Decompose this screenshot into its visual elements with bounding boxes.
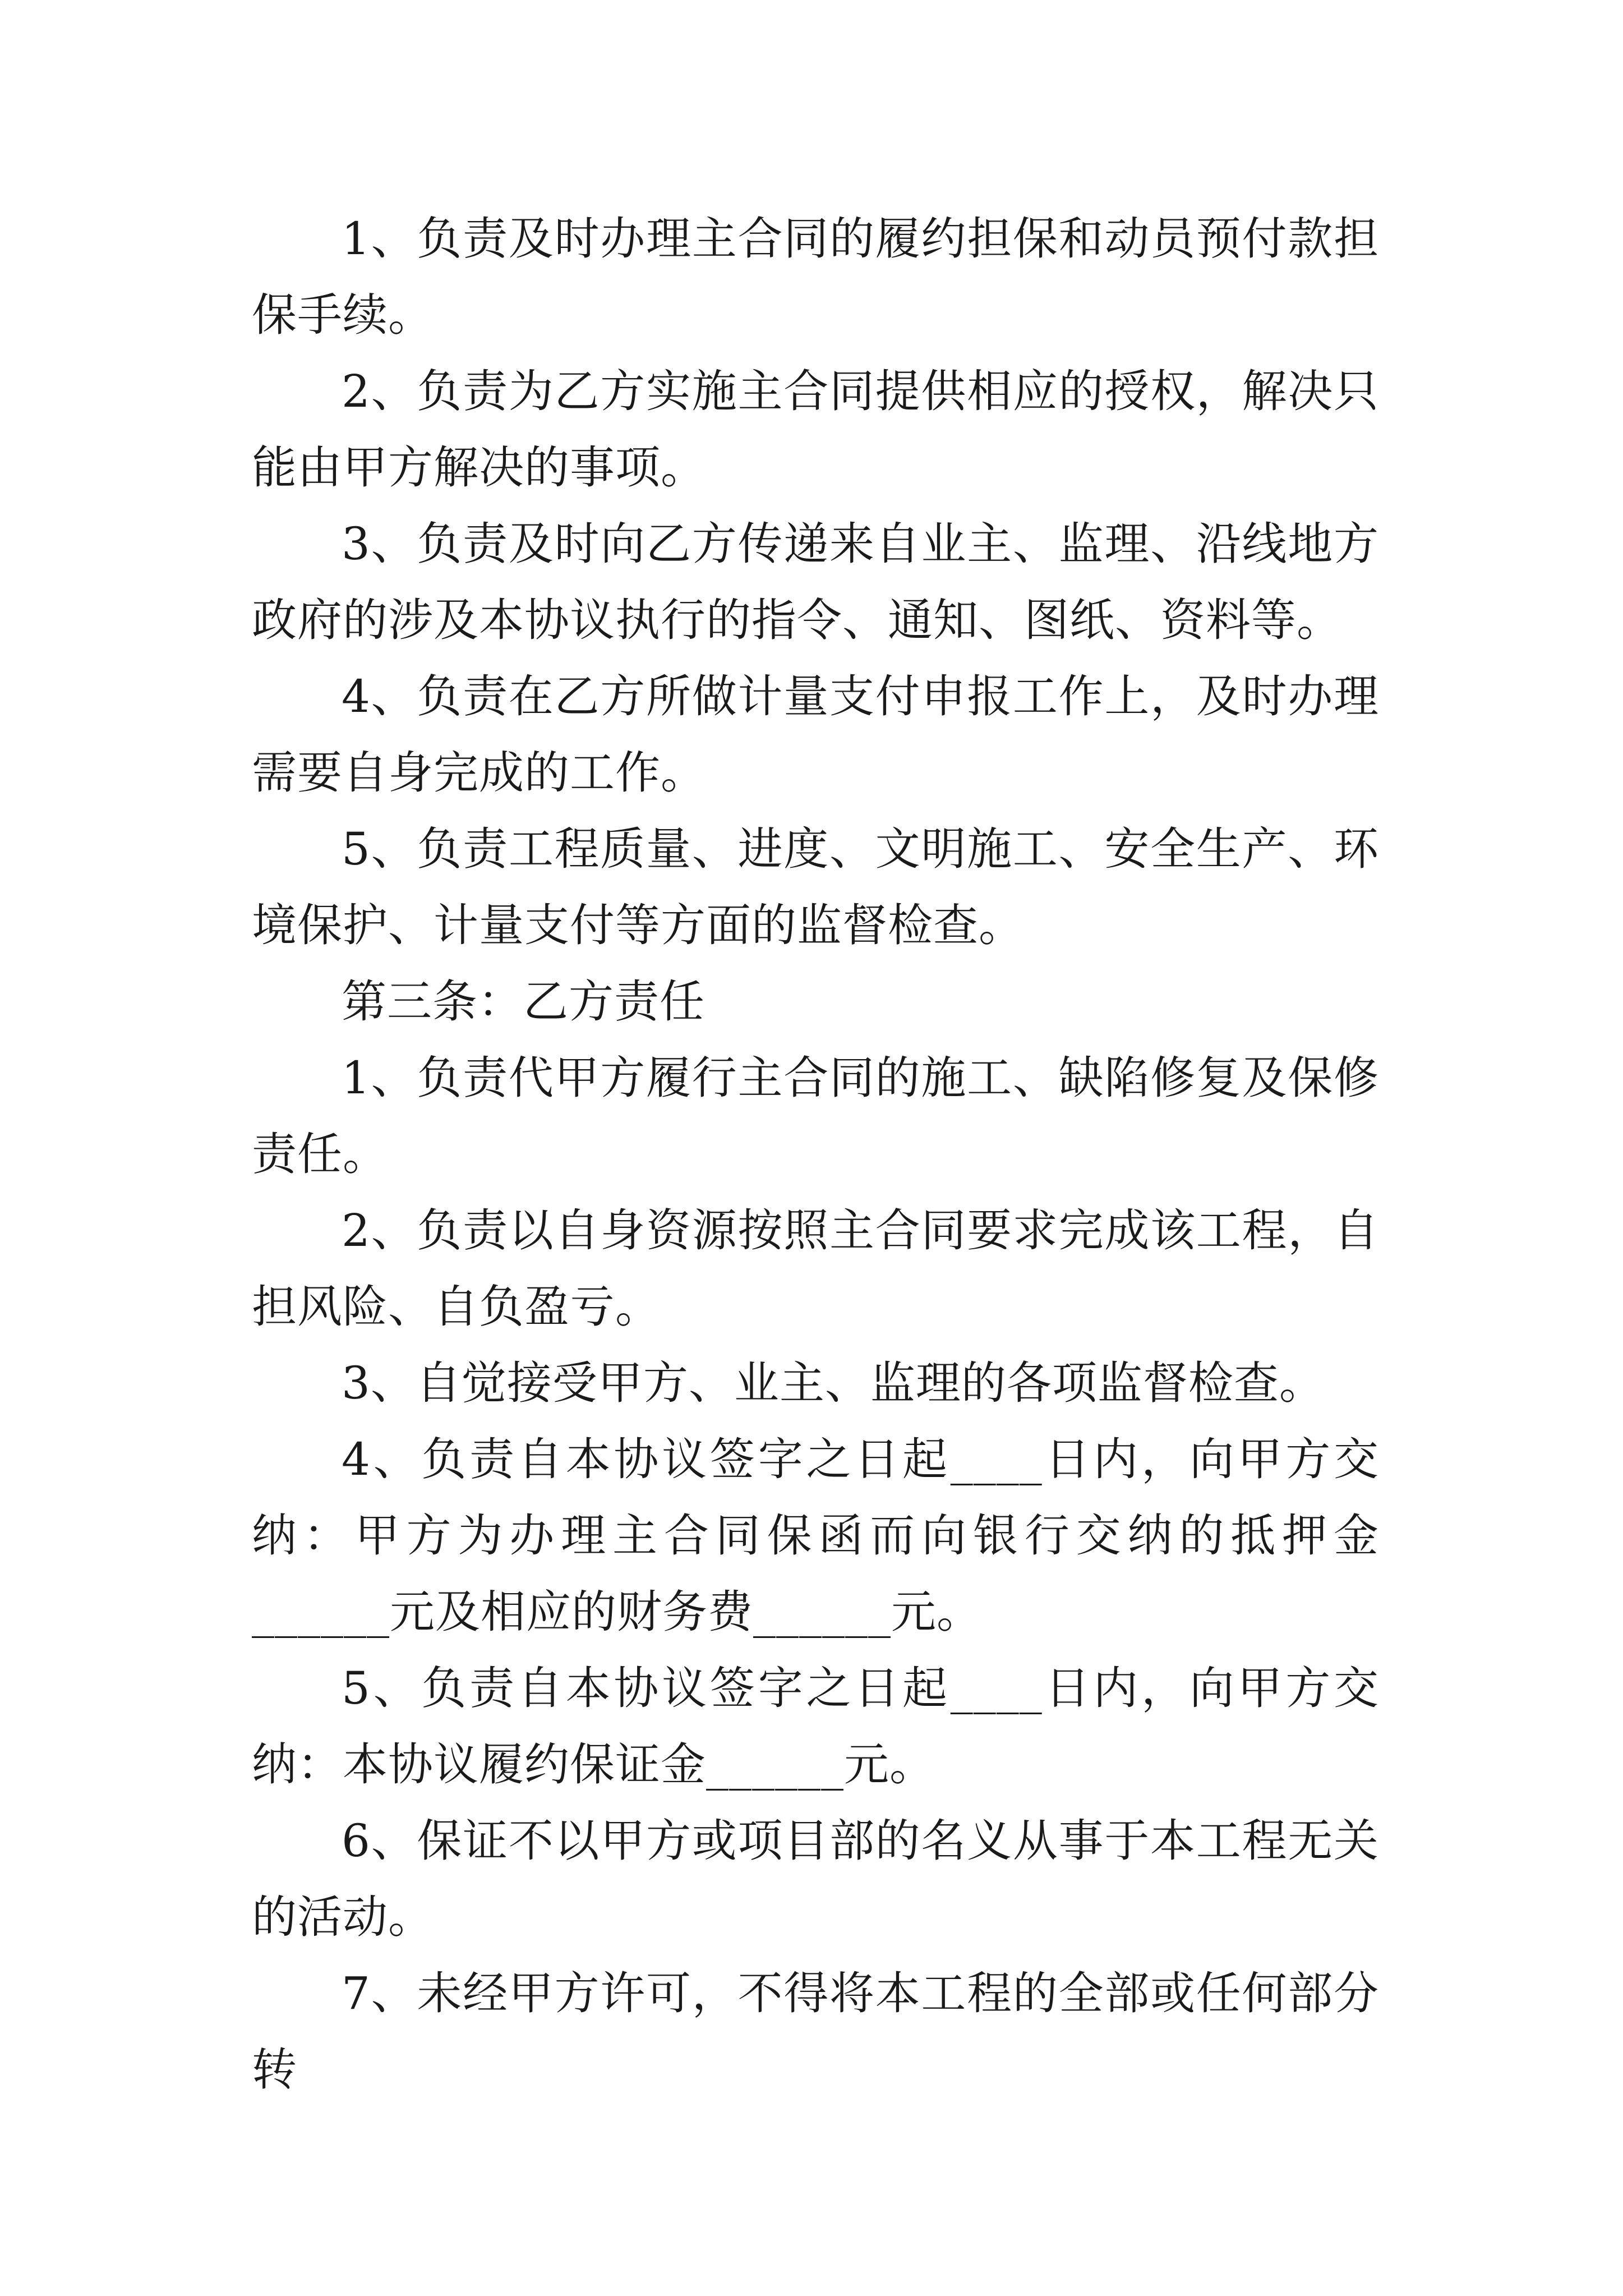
paragraph-party-b-duty-6: 6、保证不以甲方或项目部的名义从事于本工程无关的活动。 — [252, 1815, 1379, 1943]
paragraph-party-b-duty-7: 7、未经甲方许可，不得将本工程的全部或任何部分转 — [252, 1967, 1379, 2096]
paragraph-party-a-duty-4: 4、负责在乙方所做计量支付申报工作上，及时办理需要自身完成的工作。 — [252, 670, 1379, 799]
section-heading-article-3: 第三条：乙方责任 — [342, 976, 705, 1028]
paragraph-party-a-duty-3: 3、负责及时向乙方传递来自业主、监理、沿线地方政府的涉及本协议执行的指令、通知、图纸、资料等。 — [252, 518, 1379, 646]
paragraph-party-b-duty-4: 4、负责自本协议签字之日起____日内，向甲方交纳：甲方为办理主合同保函而向银行交纳的抵押金______元及相应的财务费______元。 — [252, 1433, 1379, 1638]
paragraph-party-b-duty-2: 2、负责以自身资源按照主合同要求完成该工程，自担风险、自负盈亏。 — [252, 1204, 1379, 1333]
paragraph-party-a-duty-2: 2、负责为乙方实施主合同提供相应的授权，解决只能由甲方解决的事项。 — [252, 365, 1379, 494]
paragraph-party-b-duty-3: 3、自觉接受甲方、业主、监理的各项监督检查。 — [342, 1357, 1325, 1409]
document-body — [252, 201, 1379, 2108]
paragraph-party-b-duty-1: 1、负责代甲方履行主合同的施工、缺陷修复及保修责任。 — [252, 1052, 1379, 1180]
paragraph-party-b-duty-5: 5、负责自本协议签字之日起____日内，向甲方交纳：本协议履约保证金______元。 — [252, 1662, 1379, 1791]
paragraph-party-a-duty-5: 5、负责工程质量、进度、文明施工、安全生产、环境保护、计量支付等方面的监督检查。 — [252, 823, 1379, 951]
paragraph-party-a-duty-1: 1、负责及时办理主合同的履约担保和动员预付款担保手续。 — [252, 213, 1379, 341]
